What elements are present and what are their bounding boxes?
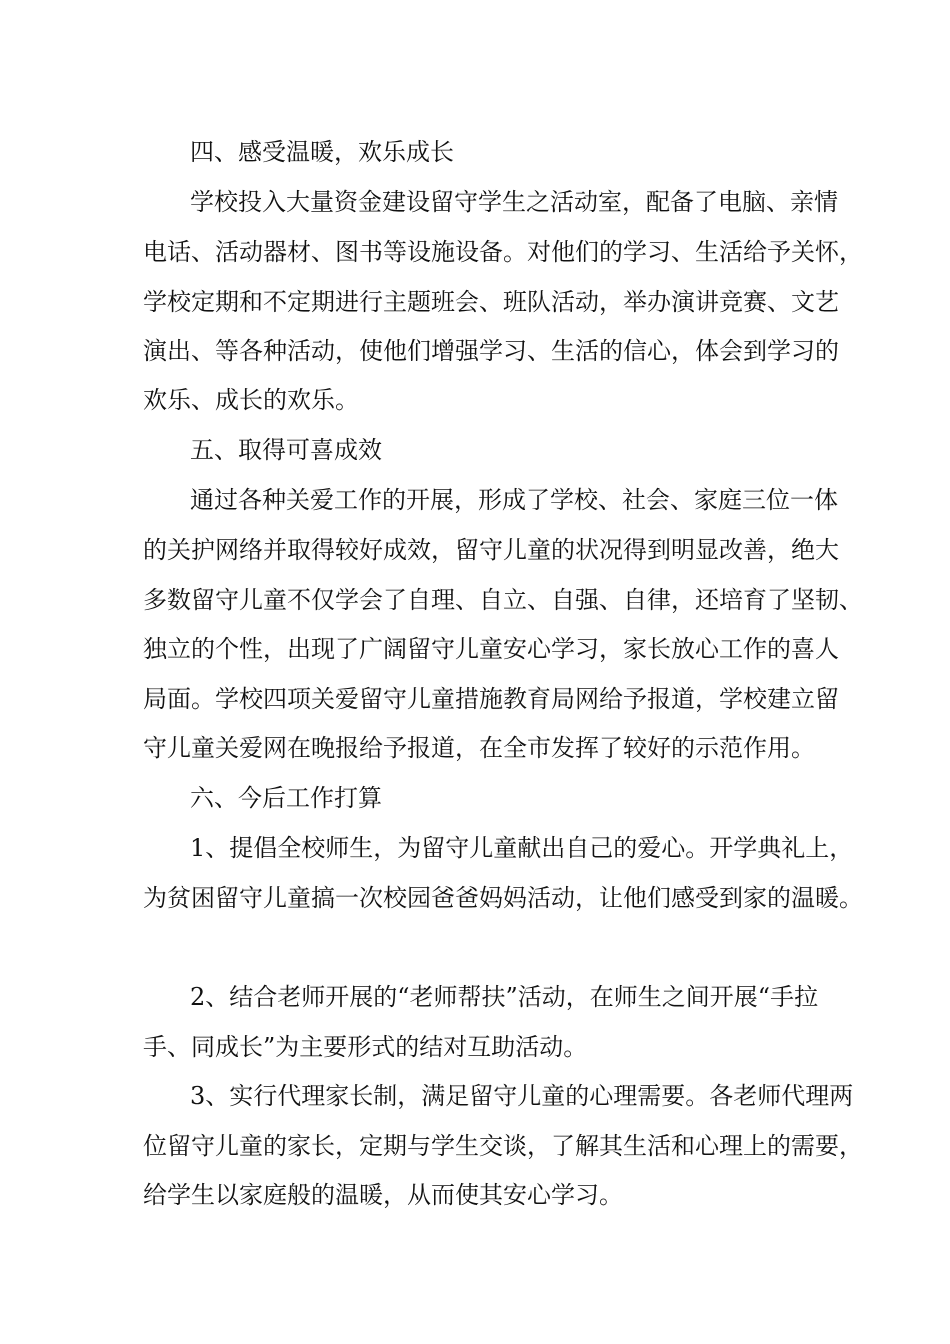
list-item-3-continued: 位留守儿童的家长，定期与学生交谈，了解其生活和心理上的需要， — [143, 1132, 863, 1160]
list-item-2: 2、结合老师开展的“老师帮扶”活动，在师生之间开展“手拉 — [190, 983, 819, 1011]
list-item-3: 3、实行代理家长制，满足留守儿童的心理需要。各老师代理两 — [190, 1082, 854, 1110]
paragraph-line: 学校定期和不定期进行主题班会、班队活动，举办演讲竞赛、文艺 — [143, 288, 839, 316]
heading-five: 五、取得可喜成效 — [190, 436, 382, 464]
heading-four: 四、感受温暖，欢乐成长 — [190, 138, 454, 166]
paragraph-line: 通过各种关爱工作的开展，形成了学校、社会、家庭三位一体 — [190, 486, 838, 514]
list-item-1: 1、提倡全校师生，为留守儿童献出自己的爱心。开学典礼上， — [190, 834, 854, 862]
list-item-3-continued: 给学生以家庭般的温暖，从而使其安心学习。 — [143, 1181, 623, 1209]
list-item-1-continued: 为贫困留守儿童搞一次校园爸爸妈妈活动，让他们感受到家的温暖。 — [143, 884, 863, 912]
paragraph-line: 电话、活动器材、图书等设施设备。对他们的学习、生活给予关怀， — [143, 238, 863, 266]
paragraph-line: 演出、等各种活动，使他们增强学习、生活的信心，体会到学习的 — [143, 337, 839, 365]
paragraph-line: 多数留守儿童不仅学会了自理、自立、自强、自律，还培育了坚韧、 — [143, 586, 863, 614]
paragraph-line: 局面。学校四项关爱留守儿童措施教育局网给予报道，学校建立留 — [143, 685, 839, 713]
paragraph-line: 学校投入大量资金建设留守学生之活动室，配备了电脑、亲情 — [190, 188, 838, 216]
paragraph-line: 的关护网络并取得较好成效，留守儿童的状况得到明显改善，绝大 — [143, 536, 839, 564]
paragraph-line: 独立的个性，出现了广阔留守儿童安心学习，家长放心工作的喜人 — [143, 635, 839, 663]
list-item-2-continued: 手、同成长”为主要形式的结对互助活动。 — [143, 1033, 588, 1061]
heading-six: 六、今后工作打算 — [190, 784, 382, 812]
paragraph-line: 守儿童关爱网在晚报给予报道，在全市发挥了较好的示范作用。 — [143, 734, 815, 762]
paragraph-line: 欢乐、成长的欢乐。 — [143, 386, 359, 414]
